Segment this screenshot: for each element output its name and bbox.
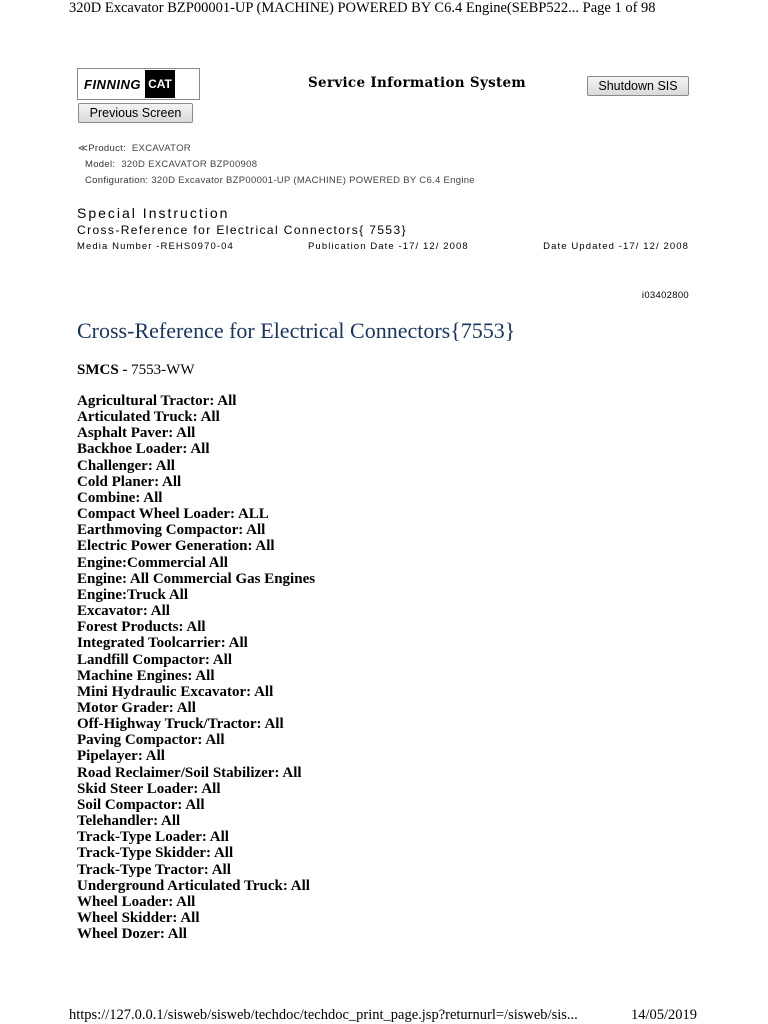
expand-arrow-icon[interactable]: ≪ xyxy=(78,143,89,154)
product-item: Road Reclaimer/Soil Stabilizer: All xyxy=(77,764,302,781)
product-item: Track-Type Tractor: All xyxy=(77,861,231,878)
smcs-code xyxy=(77,362,194,379)
publication-date: Publication Date -17/ 12/ 2008 xyxy=(308,241,469,252)
product-item: Agricultural Tractor: All xyxy=(77,393,237,409)
product-item: Machine Engines: All xyxy=(77,667,215,684)
page-title: Cross-Reference for Electrical Connectors{7553} xyxy=(77,318,516,343)
product-item: Skid Steer Loader: All xyxy=(77,780,221,797)
previous-screen-button[interactable]: Previous Screen xyxy=(78,103,193,123)
product-item: Wheel Dozer: All xyxy=(77,926,187,943)
product-item: Integrated Toolcarrier: All xyxy=(77,635,248,652)
smcs-label: SMCS - xyxy=(77,362,128,378)
product-item: Underground Articulated Truck: All xyxy=(77,877,310,894)
configuration-value: 320D Excavator BZP00001-UP (MACHINE) POWERED BY C6.4 Engine xyxy=(151,175,475,186)
product-item: Articulated Truck: All xyxy=(77,409,220,426)
configuration-line xyxy=(85,175,475,186)
product-item: Track-Type Skidder: All xyxy=(77,845,234,862)
product-item: Asphalt Paver: All xyxy=(77,425,196,442)
product-item: Motor Grader: All xyxy=(77,699,196,716)
product-item: Engine: All Commercial Gas Engines xyxy=(77,570,316,587)
shutdown-sis-button[interactable]: Shutdown SIS xyxy=(587,76,689,96)
product-item: Excavator: All xyxy=(77,603,170,620)
product-item: Wheel Skidder: All xyxy=(77,910,200,926)
product-item: Pipelayer: All xyxy=(77,748,165,765)
print-footer xyxy=(69,1007,697,1024)
product-item: Engine:Commercial All xyxy=(77,554,228,571)
model-value: 320D EXCAVATOR BZP00908 xyxy=(121,159,258,170)
document-type: Special Instruction xyxy=(77,205,230,221)
product-value: EXCAVATOR xyxy=(131,143,191,154)
product-item: Paving Compactor: All xyxy=(77,732,225,749)
product-item: Track-Type Loader: All xyxy=(77,829,229,846)
product-applicability-list xyxy=(77,393,315,942)
product-line xyxy=(78,143,191,154)
product-item: Backhoe Loader: All xyxy=(77,441,210,458)
model-line xyxy=(85,159,257,170)
sis-title: Service Information System xyxy=(308,75,527,91)
print-header: 320D Excavator BZP00001-UP (MACHINE) POWERED BY C6.4 Engine(SEBP522... Page 1 of 98 xyxy=(69,0,656,16)
finning-logo-text: FINNING xyxy=(84,76,141,92)
model-label: Model: xyxy=(85,159,116,170)
product-item: Engine:Truck All xyxy=(77,586,188,603)
product-item: Telehandler: All xyxy=(77,813,181,830)
product-item: Soil Compactor: All xyxy=(77,796,205,813)
product-item: Challenger: All xyxy=(77,457,175,474)
product-item: Earthmoving Compactor: All xyxy=(77,522,266,539)
document-id: i03402800 xyxy=(641,290,689,301)
finning-cat-logo xyxy=(77,68,200,100)
product-item: Wheel Loader: All xyxy=(77,893,196,910)
product-item: Landfill Compactor: All xyxy=(77,651,233,668)
document-subtitle: Cross-Reference for Electrical Connectors{ 7553} xyxy=(77,223,407,237)
product-item: Combine: All xyxy=(77,489,163,506)
footer-date: 14/05/2019 xyxy=(630,1007,697,1023)
footer-url: https://127.0.0.1/sisweb/sisweb/techdoc/techdoc_print_page.jsp?returnurl=/sisweb/sis... xyxy=(69,1007,578,1023)
product-label: Product: xyxy=(88,143,127,154)
cat-logo-mark: CAT xyxy=(145,70,175,98)
product-item: Compact Wheel Loader: ALL xyxy=(77,506,269,523)
product-item: Cold Planer: All xyxy=(77,473,182,490)
smcs-value: 7553-WW xyxy=(131,362,195,378)
product-item: Electric Power Generation: All xyxy=(77,538,275,555)
configuration-label: Configuration: xyxy=(85,175,149,186)
product-item: Off-Highway Truck/Tractor: All xyxy=(77,716,284,733)
date-updated: Date Updated -17/ 12/ 2008 xyxy=(543,241,689,252)
product-item: Mini Hydraulic Excavator: All xyxy=(77,683,274,700)
media-number: Media Number -REHS0970-04 xyxy=(77,241,234,252)
product-item: Forest Products: All xyxy=(77,619,206,636)
